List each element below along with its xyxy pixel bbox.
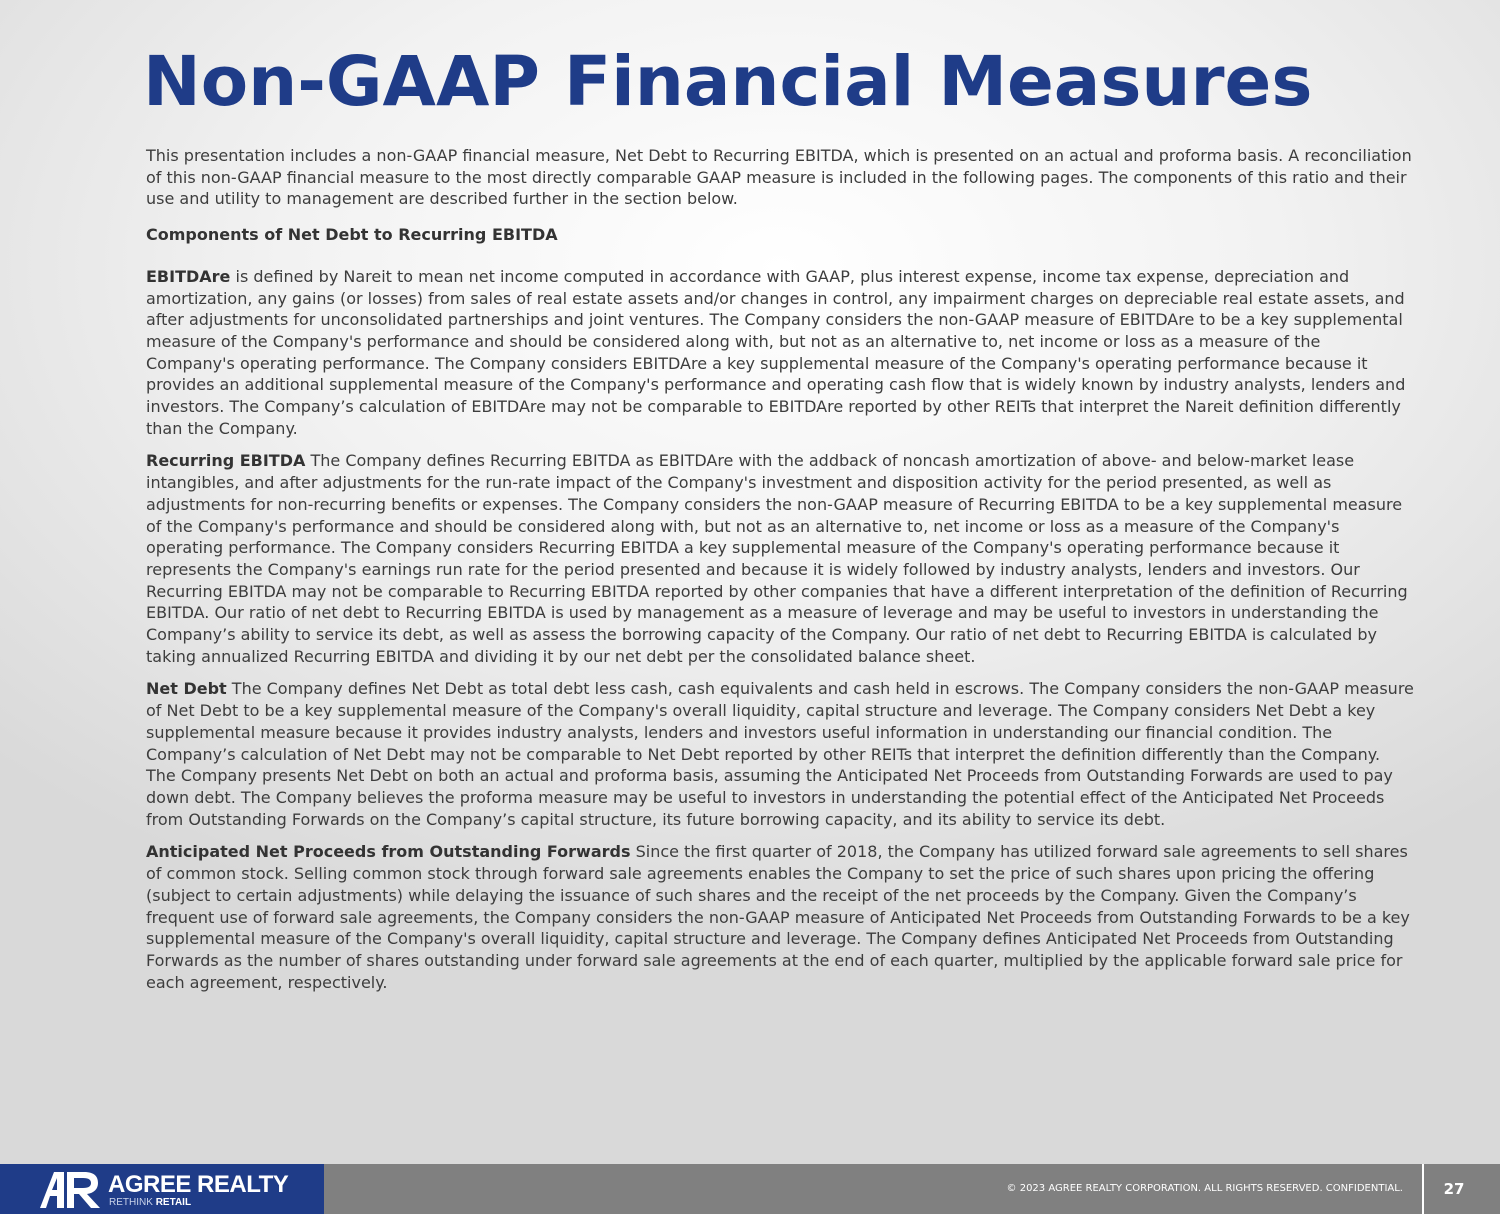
logo-tagline-retail: RETAIL <box>155 1197 192 1208</box>
definition-term: Anticipated Net Proceeds from Outstanding Forwards <box>146 842 631 862</box>
definition-text: Since the first quarter of 2018, the Company has utilized forward sale agreements to sell shares of common stock. Selling common stock through forward sale agreements enables the Company to set the price of such shares upon pricing the offering (subject to certain adjustments) while delaying the issuance of such shares and the receipt of the net proceeds by the Company. Given the Company’s frequent use of forward sale agreements, the Company considers the non-GAAP measure of Anticipated Net Proceeds from Outstanding Forwards to be a key supplemental measure of the Company's overall liquidity, capital structure and leverage. The Company defines Anticipated Net Proceeds from Outstanding Forwards as the number of shares outstanding under forward sale agreements at the end of each quarter, multiplied by the applicable forward sale price for each agreement, respectively. <box>146 842 1410 992</box>
logo-tagline-re: RE <box>109 1197 123 1208</box>
section-heading: Components of Net Debt to Recurring EBITDA <box>146 225 558 245</box>
intro-paragraph: This presentation includes a non-GAAP financial measure, Net Debt to Recurring EBITDA, which is presented on an actual and proforma basis. A reconciliation of this non-GAAP financial measure to the most directly comparable GAAP measure is included in the following pages. The components of this ratio and their use and utility to management are described further in the section below. <box>146 146 1412 209</box>
logo-tagline <box>109 1197 191 1209</box>
definition-net-debt <box>146 678 1414 830</box>
definition-term: Net Debt <box>146 679 227 699</box>
copyright-notice: © 2023 AGREE REALTY CORPORATION. ALL RIGHTS RESERVED. CONFIDENTIAL. <box>1006 1183 1403 1194</box>
definition-anticipated-net-proceeds <box>146 841 1414 993</box>
definition-text: The Company defines Net Debt as total debt less cash, cash equivalents and cash held in escrows. The Company considers the non-GAAP measure of Net Debt to be a key supplemental measure of the Company's overall liquidity, capital structure and leverage. The Company considers Net Debt a key supplemental measure because it provides industry analysts, lenders and investors useful information in understanding our financial condition. The Company’s calculation of Net Debt may not be comparable to Net Debt reported by other REITs that interpret the definition differently than the Company. The Company presents Net Debt on both an actual and proforma basis, assuming the Anticipated Net Proceeds from Outstanding Forwards are used to pay down debt. The Company believes the proforma measure may be useful to investors in understanding the potential effect of the Anticipated Net Proceeds from Outstanding Forwards on the Company’s capital structure, its future borrowing capacity, and its ability to service its debt. <box>146 679 1414 829</box>
definition-term: Recurring EBITDA <box>146 451 306 471</box>
page-number: 27 <box>1443 1180 1465 1198</box>
company-logo <box>0 1164 324 1214</box>
footer-bar <box>0 1164 1500 1214</box>
logo-name: AGREE REALTY <box>108 1171 289 1198</box>
definition-text: is defined by Nareit to mean net income computed in accordance with GAAP, plus interest expense, income tax expense, depreciation and amortization, any gains (or losses) from sales of real estate assets and/or changes in control, any impairment charges on depreciable real estate assets, and after adjustments for unconsolidated partnerships and joint ventures. The Company considers the non-GAAP measure of EBITDAre to be a key supplemental measure of the Company's performance and should be considered along with, but not as an alternative to, net income or loss as a measure of the Company's operating performance. The Company considers EBITDAre a key supplemental measure of the Company's operating performance because it provides an additional supplemental measure of the Company's performance and operating cash flow that is widely known by industry analysts, lenders and investors. The Company’s calculation of EBITDAre may not be comparable to EBITDAre reported by other REITs that interpret the Nareit definition differently than the Company. <box>146 266 1406 438</box>
page-title: Non-GAAP Financial Measures <box>143 42 1313 122</box>
logo-tagline-think: THINK <box>122 1197 153 1208</box>
agree-realty-ar-logo-icon <box>40 1172 102 1208</box>
definition-ebitdare <box>146 266 1414 440</box>
definition-text: The Company defines Recurring EBITDA as EBITDAre with the addback of noncash amortization of above- and below-market lease intangibles, and after adjustments for the run-rate impact of the Company's investment and disposition activity for the period presented, as well as adjustments for non-recurring benefits or expenses. The Company considers the non-GAAP measure of Recurring EBITDA to be a key supplemental measure of the Company's performance and should be considered along with, but not as an alternative to, net income or loss as a measure of the Company's operating performance. The Company considers Recurring EBITDA a key supplemental measure of the Company's operating performance because it represents the Company's earnings run rate for the period presented and because it is widely followed by industry analysts, lenders and investors. Our Recurring EBITDA may not be comparable to Recurring EBITDA reported by other companies that have a different interpretation of the definition of Recurring EBITDA. Our ratio of net debt to Recurring EBITDA is used by management as a measure of leverage and may be useful to investors in understanding the Company’s ability to service its debt, as well as assess the borrowing capacity of the Company. Our ratio of net debt to Recurring EBITDA is calculated by taking annualized Recurring EBITDA and dividing it by our net debt per the consolidated balance sheet. <box>146 451 1408 666</box>
body-text <box>146 145 1414 1004</box>
definition-term: EBITDAre <box>146 266 231 286</box>
definition-recurring-ebitda <box>146 450 1414 667</box>
